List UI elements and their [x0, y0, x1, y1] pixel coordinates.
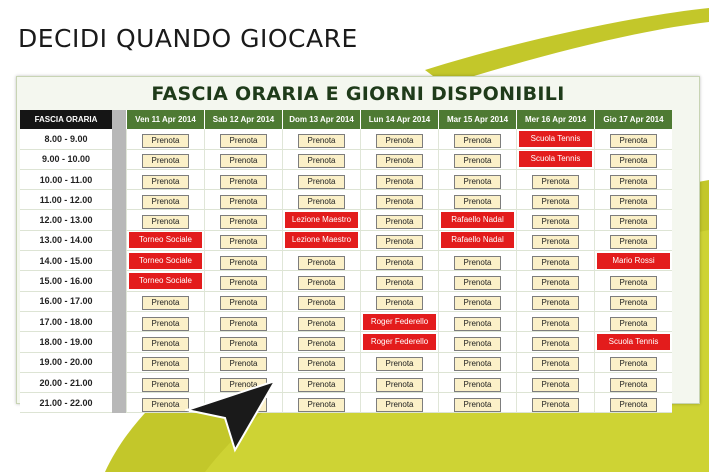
day-header: Ven 11 Apr 2014	[126, 110, 204, 129]
book-button[interactable]: Prenota	[532, 215, 579, 229]
slot-cell	[594, 190, 672, 210]
table-row	[20, 353, 672, 373]
book-button[interactable]: Prenota	[142, 195, 189, 209]
slot-cell	[594, 312, 672, 332]
slot-cell	[282, 251, 360, 271]
table-row	[20, 150, 672, 170]
book-button[interactable]: Prenota	[610, 296, 657, 310]
slot-cell	[360, 251, 438, 271]
time-slot-label: 18.00 - 19.00	[20, 332, 112, 352]
column-separator	[112, 292, 126, 312]
book-button[interactable]: Prenota	[610, 195, 657, 209]
slot-cell	[516, 251, 594, 271]
slot-cell	[204, 271, 282, 291]
book-button[interactable]: Prenota	[220, 154, 267, 168]
slot-cell	[360, 332, 438, 352]
booked-slot: Torneo Sociale	[129, 253, 202, 269]
book-button[interactable]: Prenota	[220, 317, 267, 331]
slot-cell	[204, 353, 282, 373]
column-separator	[112, 251, 126, 271]
time-slot-label: 20.00 - 21.00	[20, 373, 112, 393]
slot-cell	[594, 353, 672, 373]
slot-cell	[282, 150, 360, 170]
book-button[interactable]: Prenota	[298, 276, 345, 290]
slot-cell	[594, 292, 672, 312]
book-button[interactable]: Prenota	[532, 378, 579, 392]
column-separator	[112, 353, 126, 373]
column-separator	[112, 271, 126, 291]
book-button[interactable]: Prenota	[220, 195, 267, 209]
book-button[interactable]: Prenota	[298, 175, 345, 189]
time-slot-label: 16.00 - 17.00	[20, 292, 112, 312]
booked-slot: Rafaello Nadal	[441, 232, 514, 248]
slot-cell	[282, 373, 360, 393]
book-button[interactable]: Prenota	[454, 296, 501, 310]
slot-cell	[126, 292, 204, 312]
book-button[interactable]: Prenota	[532, 276, 579, 290]
book-button[interactable]: Prenota	[454, 317, 501, 331]
column-separator	[112, 110, 126, 129]
booked-slot: Lezione Maestro	[285, 232, 358, 248]
slot-cell	[594, 332, 672, 352]
slot-cell	[282, 190, 360, 210]
book-button[interactable]: Prenota	[298, 296, 345, 310]
slot-cell	[360, 312, 438, 332]
book-button[interactable]: Prenota	[454, 357, 501, 371]
book-button[interactable]: Prenota	[376, 357, 423, 371]
slot-cell	[516, 373, 594, 393]
slot-cell	[438, 190, 516, 210]
schedule-table	[20, 110, 672, 413]
booked-slot: Torneo Sociale	[129, 232, 202, 248]
book-button[interactable]: Prenota	[376, 215, 423, 229]
slot-cell	[438, 251, 516, 271]
book-button[interactable]: Prenota	[454, 256, 501, 270]
book-button[interactable]: Prenota	[298, 337, 345, 351]
booked-slot: Scuola Tennis	[519, 131, 592, 147]
slot-cell	[204, 129, 282, 149]
slot-cell	[360, 210, 438, 230]
book-button[interactable]: Prenota	[610, 276, 657, 290]
mouse-pointer-icon	[185, 378, 280, 453]
table-row	[20, 271, 672, 291]
slot-cell	[438, 170, 516, 190]
booked-slot: Roger Federello	[363, 334, 436, 350]
table-row	[20, 292, 672, 312]
time-slot-label: 19.00 - 20.00	[20, 353, 112, 373]
slot-cell	[282, 231, 360, 251]
slot-cell	[438, 231, 516, 251]
slot-cell	[126, 332, 204, 352]
slot-cell	[438, 312, 516, 332]
book-button[interactable]: Prenota	[220, 296, 267, 310]
slot-cell	[282, 292, 360, 312]
book-button[interactable]: Prenota	[142, 175, 189, 189]
book-button[interactable]: Prenota	[532, 398, 579, 412]
column-separator	[112, 393, 126, 413]
book-button[interactable]: Prenota	[142, 317, 189, 331]
time-slot-label: 10.00 - 11.00	[20, 170, 112, 190]
time-slot-label: 21.00 - 22.00	[20, 393, 112, 413]
slot-cell	[360, 292, 438, 312]
column-separator	[112, 332, 126, 352]
column-separator	[112, 373, 126, 393]
book-button[interactable]: Prenota	[298, 154, 345, 168]
booked-slot: Lezione Maestro	[285, 212, 358, 228]
time-slot-label: 8.00 - 9.00	[20, 129, 112, 149]
slot-cell	[516, 271, 594, 291]
column-separator	[112, 129, 126, 149]
column-separator	[112, 170, 126, 190]
slot-cell	[126, 353, 204, 373]
slot-cell	[204, 251, 282, 271]
slot-cell	[438, 271, 516, 291]
slot-cell	[360, 231, 438, 251]
slot-cell	[126, 129, 204, 149]
book-button[interactable]: Prenota	[142, 378, 189, 392]
slot-cell	[594, 251, 672, 271]
slot-cell	[282, 332, 360, 352]
slot-cell	[516, 190, 594, 210]
slot-cell	[516, 170, 594, 190]
book-button[interactable]: Prenota	[532, 235, 579, 249]
book-button[interactable]: Prenota	[376, 276, 423, 290]
book-button[interactable]: Prenota	[220, 256, 267, 270]
time-slot-label: 15.00 - 16.00	[20, 271, 112, 291]
slot-cell	[282, 393, 360, 413]
slot-cell	[282, 129, 360, 149]
book-button[interactable]: Prenota	[298, 134, 345, 148]
time-column-header: FASCIA ORARIA	[20, 110, 112, 129]
slot-cell	[204, 190, 282, 210]
slot-cell	[360, 393, 438, 413]
book-button[interactable]: Prenota	[142, 337, 189, 351]
time-slot-label: 9.00 - 10.00	[20, 150, 112, 170]
book-button[interactable]: Prenota	[298, 317, 345, 331]
book-button[interactable]: Prenota	[610, 215, 657, 229]
book-button[interactable]: Prenota	[532, 296, 579, 310]
book-button[interactable]: Prenota	[376, 235, 423, 249]
table-row	[20, 170, 672, 190]
slot-cell	[282, 170, 360, 190]
slot-cell	[594, 210, 672, 230]
day-header: Mar 15 Apr 2014	[438, 110, 516, 129]
book-button[interactable]: Prenota	[376, 296, 423, 310]
slot-cell	[516, 129, 594, 149]
book-button[interactable]: Prenota	[610, 134, 657, 148]
table-row	[20, 231, 672, 251]
book-button[interactable]: Prenota	[532, 357, 579, 371]
book-button[interactable]: Prenota	[532, 256, 579, 270]
slot-cell	[516, 292, 594, 312]
book-button[interactable]: Prenota	[142, 215, 189, 229]
slot-cell	[516, 312, 594, 332]
day-header: Gio 17 Apr 2014	[594, 110, 672, 129]
table-row	[20, 393, 672, 413]
slot-cell	[438, 373, 516, 393]
slot-cell	[438, 210, 516, 230]
book-button[interactable]: Prenota	[376, 195, 423, 209]
table-row	[20, 312, 672, 332]
slot-cell	[594, 170, 672, 190]
slot-cell	[204, 150, 282, 170]
booked-slot: Scuola Tennis	[597, 334, 670, 350]
slot-cell	[126, 251, 204, 271]
book-button[interactable]: Prenota	[610, 235, 657, 249]
table-row	[20, 373, 672, 393]
table-row	[20, 129, 672, 149]
book-button[interactable]: Prenota	[220, 337, 267, 351]
day-header: Dom 13 Apr 2014	[282, 110, 360, 129]
book-button[interactable]: Prenota	[532, 337, 579, 351]
slot-cell	[204, 231, 282, 251]
slot-cell	[204, 312, 282, 332]
time-slot-label: 14.00 - 15.00	[20, 251, 112, 271]
slot-cell	[360, 373, 438, 393]
slot-cell	[360, 170, 438, 190]
booked-slot: Scuola Tennis	[519, 151, 592, 167]
slot-cell	[126, 170, 204, 190]
book-button[interactable]: Prenota	[376, 134, 423, 148]
slot-cell	[360, 129, 438, 149]
slot-cell	[516, 210, 594, 230]
slot-cell	[282, 271, 360, 291]
book-button[interactable]: Prenota	[142, 296, 189, 310]
table-row	[20, 332, 672, 352]
book-button[interactable]: Prenota	[376, 175, 423, 189]
book-button[interactable]: Prenota	[376, 378, 423, 392]
book-button[interactable]: Prenota	[142, 357, 189, 371]
book-button[interactable]: Prenota	[376, 398, 423, 412]
book-button[interactable]: Prenota	[298, 195, 345, 209]
slot-cell	[438, 150, 516, 170]
booked-slot: Rafaello Nadal	[441, 212, 514, 228]
column-separator	[112, 210, 126, 230]
book-button[interactable]: Prenota	[220, 134, 267, 148]
book-button[interactable]: Prenota	[610, 175, 657, 189]
column-separator	[112, 150, 126, 170]
time-slot-label: 12.00 - 13.00	[20, 210, 112, 230]
book-button[interactable]: Prenota	[220, 175, 267, 189]
column-separator	[112, 231, 126, 251]
slot-cell	[360, 150, 438, 170]
slot-cell	[438, 393, 516, 413]
table-row	[20, 210, 672, 230]
book-button[interactable]: Prenota	[298, 378, 345, 392]
book-button[interactable]: Prenota	[610, 357, 657, 371]
slot-cell	[126, 150, 204, 170]
slot-cell	[594, 373, 672, 393]
slot-cell	[516, 231, 594, 251]
slot-cell	[126, 190, 204, 210]
book-button[interactable]: Prenota	[220, 378, 267, 392]
book-button[interactable]: Prenota	[298, 256, 345, 270]
book-button[interactable]: Prenota	[142, 134, 189, 148]
day-header: Mer 16 Apr 2014	[516, 110, 594, 129]
slot-cell	[516, 332, 594, 352]
column-separator	[112, 312, 126, 332]
slot-cell	[282, 210, 360, 230]
slot-cell	[204, 170, 282, 190]
slot-cell	[438, 129, 516, 149]
time-slot-label: 13.00 - 14.00	[20, 231, 112, 251]
slot-cell	[516, 150, 594, 170]
slot-cell	[126, 210, 204, 230]
book-button[interactable]: Prenota	[454, 175, 501, 189]
slot-cell	[594, 271, 672, 291]
booked-slot: Torneo Sociale	[129, 273, 202, 289]
book-button[interactable]: Prenota	[610, 317, 657, 331]
book-button[interactable]: Prenota	[142, 154, 189, 168]
slot-cell	[516, 393, 594, 413]
slot-cell	[282, 353, 360, 373]
slot-cell	[438, 332, 516, 352]
book-button[interactable]: Prenota	[454, 378, 501, 392]
table-row	[20, 251, 672, 271]
booked-slot: Mario Rossi	[597, 253, 670, 269]
book-button[interactable]: Prenota	[454, 195, 501, 209]
book-button[interactable]: Prenota	[298, 398, 345, 412]
slot-cell	[126, 231, 204, 251]
book-button[interactable]: Prenota	[220, 276, 267, 290]
book-button[interactable]: Prenota	[454, 154, 501, 168]
book-button[interactable]: Prenota	[610, 398, 657, 412]
book-button[interactable]: Prenota	[532, 175, 579, 189]
book-button[interactable]: Prenota	[376, 256, 423, 270]
slot-cell	[594, 393, 672, 413]
slot-cell	[282, 312, 360, 332]
book-button[interactable]: Prenota	[376, 154, 423, 168]
book-button[interactable]: Prenota	[454, 337, 501, 351]
book-button[interactable]: Prenota	[610, 378, 657, 392]
book-button[interactable]: Prenota	[454, 276, 501, 290]
slot-cell	[594, 231, 672, 251]
panel-title: FASCIA ORARIA E GIORNI DISPONIBILI	[151, 83, 565, 105]
slot-cell	[516, 353, 594, 373]
book-button[interactable]: Prenota	[142, 398, 189, 412]
slot-cell	[360, 190, 438, 210]
book-button[interactable]: Prenota	[220, 235, 267, 249]
book-button[interactable]: Prenota	[532, 317, 579, 331]
schedule-panel	[16, 76, 700, 409]
headline: DECIDI QUANDO GIOCARE	[18, 24, 358, 53]
book-button[interactable]: Prenota	[298, 357, 345, 371]
slot-cell	[594, 129, 672, 149]
book-button[interactable]: Prenota	[220, 215, 267, 229]
slot-cell	[360, 353, 438, 373]
slot-cell	[126, 312, 204, 332]
time-slot-label: 11.00 - 12.00	[20, 190, 112, 210]
book-button[interactable]: Prenota	[220, 357, 267, 371]
book-button[interactable]: Prenota	[454, 398, 501, 412]
slot-cell	[438, 292, 516, 312]
slot-cell	[360, 271, 438, 291]
day-header: Sab 12 Apr 2014	[204, 110, 282, 129]
book-button[interactable]: Prenota	[532, 195, 579, 209]
column-separator	[112, 190, 126, 210]
slot-cell	[204, 332, 282, 352]
slot-cell	[204, 210, 282, 230]
book-button[interactable]: Prenota	[454, 134, 501, 148]
slot-cell	[204, 292, 282, 312]
slot-cell	[126, 271, 204, 291]
slot-cell	[438, 353, 516, 373]
day-header: Lun 14 Apr 2014	[360, 110, 438, 129]
table-row	[20, 190, 672, 210]
booked-slot: Roger Federello	[363, 314, 436, 330]
book-button[interactable]: Prenota	[610, 154, 657, 168]
time-slot-label: 17.00 - 18.00	[20, 312, 112, 332]
slot-cell	[594, 150, 672, 170]
